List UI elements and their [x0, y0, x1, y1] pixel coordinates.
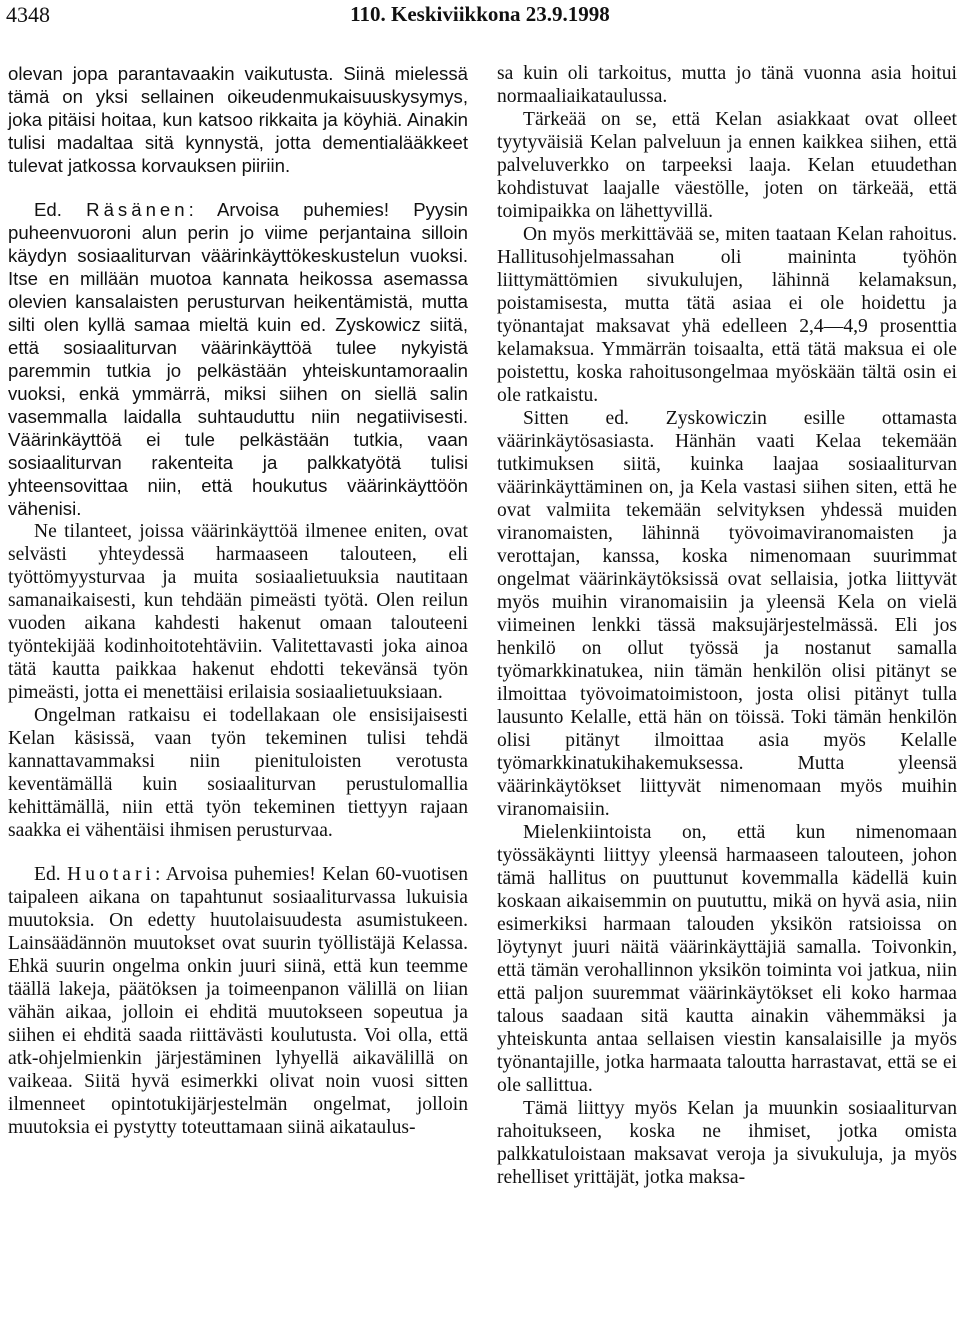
paragraph: Tämä liittyy myös Kelan ja muunkin sosiaaliturvan rahoitukseen, koska ne ihmiset, jotka omista palkkatuloistaan maksavat veroja ja sivukuluja, ja myös rehelliset yrittäjät, jotka maksa-: [497, 1098, 957, 1188]
paragraph: sa kuin oli tarkoitus, mutta jo tänä vuonna asia hoitui normaaliaikataulussa.: [497, 63, 957, 107]
speaker-prefix: Ed.: [34, 199, 87, 220]
right-column: [497, 62, 957, 1189]
paragraph: Ongelman ratkaisu ei todellakaan ole ensisijaisesti Kelan käsissä, vaan työn tekeminen tulisi tehdä kannattavammaksi niin pienituloisten verotusta keventämällä kuin sosiaaliturvan perustulomallia kehittämällä, niin että työn tekeminen tiettyyn rajaan saakka ei vähentäisi ihmisen perusturvaa.: [8, 705, 468, 841]
session-title: 110. Keskiviikkona 23.9.1998: [350, 2, 610, 26]
paragraph: Sitten ed. Zyskowiczin esille ottamasta väärinkäytösasiasta. Hänhän vaati Kelaa tekemään tutkimuksen siitä, kuinka laajaa sosiaaliturvan väärinkäyttäminen on, ja Kela vastasi siihen siten, että he ovat valmiita tekemään selvityksen yhdessä muiden viranomaisten, lähinnä työvoimaviranomaisten ja verottajan, kanssa, koska nimenomaan suurimmat ongelmat väärinkäytöksissä ovat sellaisia, jotka liittyvät myös muihin viranomaisiin ja yleensä Kela on vielä viimeinen lenkki tässä maksujärjestelmässä. Eli jos henkilö on ollut työssä ja nostanut samalla työmarkkinatukea, niin tämän henkilön olisi pitänyt se ilmoittaa työvoimatoimistoon, josta olisi pitänyt tulla lausunto Kelalle, että hän on töissä. Toki tämän henkilön olisi pitänyt ilmoittaa asia myös Kelalle työmarkkinatukihakemuksessa. Mutta yleensä väärinkäytökset liittyvät nimenomaan myös muihin viranomaisiin.: [497, 408, 957, 820]
speech-paragraph: [8, 198, 468, 520]
speaker-prefix: Ed.: [34, 864, 68, 885]
speaker-name: Räsänen: [86, 199, 189, 220]
paragraph: olevan jopa parantavaakin vaikutusta. Siinä mielessä tämä on yksi sellainen oikeudenmukaisuuskysymys, joka pitäisi hoitaa, kun katsoo rikkaita ja köyhiä. Ainakin tulisi madaltaa sitä kynnystä, jotta dementialääkkeet tulevat jatkossa korvauksen piiriin.: [8, 63, 468, 176]
page-header: [6, 2, 954, 32]
page-number: 4348: [6, 2, 50, 27]
speech-text: : Arvoisa puhemies! Kelan 60-vuotisen taipaleen aikana on tapahtunut sosiaaliturvassa lukuisia muutoksia. On edetty huutolaisuudesta asumistukeen. Lainsäädännön muutokset ovat suurin työllistäjä Kelassa. Ehkä suurin ongelma onkin juuri siinä, että kun teemme täällä lakeja, päätöksen ja toimeenpanon välillä on liian vähän aikaa, jolloin ei ehditä muutokseen sopeutua ja siihen ei ehditä saada riittävästi koulutusta. Voi olla, että atk-ohjelmienkin järjestäminen lyhyellä aikavälillä on vaikeaa. Siitä hyvä esimerkki olivat noin vuosi sitten ilmenneet opintotukijärjestelmän ongelmat, jolloin muutoksia ei pystytty toteuttamaan siinä aikataulus-: [8, 864, 468, 1138]
paragraph: Ne tilanteet, joissa väärinkäyttöä ilmenee eniten, ovat selvästi yhteydessä harmaaseen talouteen, eli työttömyysturvaa ja muita sosiaalietuuksia nautitaan samanaikaisesti, kun tehdään pimeästi työtä. Olen reilun vuoden aikana kahdesti hakenut omaan talouteeni työntekijää kodinhoitotehtäviin. Valitettavasti joka ainoa tätä kautta paikkaa hakenut ehdotti tekevänsä työn pimeästi, jotta ei menettäisi erilaisia sosiaalietuuksiaan.: [8, 521, 468, 703]
paragraph: Mielenkiintoista on, että kun nimenomaan työssäkäynti liittyy yleensä harmaaseen talouteen, johon tämä hallitus on puuttunut kovemmalla kädellä kuin koskaan aikaisemmin on puututtu, mikä on hyvä asia, niin esimerkiksi harmaan talouden yksikön ratsioissa on löytynyt juuri näitä väärinkäyttäjiä samalla. Toivonkin, että tämän verohallinnon yksikön toiminta voi jatkua, niin että paljon suuremmat väärinkäytökset eli koko harmaa talous saadaan sitä kautta ainakin vähemmäksi ja yhteiskunta antaa sellaisen viestin kansalaisille ja myös työnantajille, jotka harmaata taloutta harrastavat, että se ei ole sallittua.: [497, 822, 957, 1096]
paragraph: Tärkeää on se, että Kelan asiakkaat ovat olleet tyytyväisiä Kelan palveluun ja ennen kaikkea siihen, että palveluverkko on tarpeeksi laaja. Kelan etuudethan kohdistuvat laajalle väestölle, joten on tärkeää, että toimipaikka on lähettyvillä.: [497, 109, 957, 222]
speaker-name: Huotari: [67, 864, 155, 885]
paragraph: On myös merkittävää se, miten taataan Kelan rahoitus. Hallitusohjelmassahan oli maininta työhön liittymättömien sivukulujen, lähinnä kelamaksun, poistamisesta, mutta tätä asiaa ei ole hoidettu ja työnantajat maksavat yhä edelleen 2,4—4,9 prosenttia kelamaksua. Ymmärrän toisaalta, että tätä maksua ei ole poistettu, koska rahoitusongelmaa myöskään tältä osin ei ole ratkaistu.: [497, 224, 957, 406]
speech-text: : Arvoisa puhemies! Pyysin puheenvuoroni alun perin jo viime perjantaina silloin käydyn sosiaaliturvan väärinkäyttökeskustelun vuoksi. Itse en millään muotoa kannata heikossa asemassa olevien kansalaisten perusturvan heikentämistä, mutta silti olen kyllä samaa mieltä kuin ed. Zyskowicz siitä, että sosiaaliturvan väärinkäyttöä tulee nykyistä paremmin tutkia jo pelkästään yhteiskuntamoraalin vuoksi, enkä ymmärrä, miksi siihen on siellä salin vasemmalla laidalla suhtauduttu niin negatiivisesti. Väärinkäyttöä ei tule pelkästään tutkia, vaan sosiaaliturvan rakenteita ja palkkatyötä tulisi yhteensovittaa niin, että houkutus väärinkäyttöön vähenisi.: [8, 199, 468, 519]
speech-paragraph: [8, 863, 468, 1139]
left-column: [8, 62, 468, 1139]
